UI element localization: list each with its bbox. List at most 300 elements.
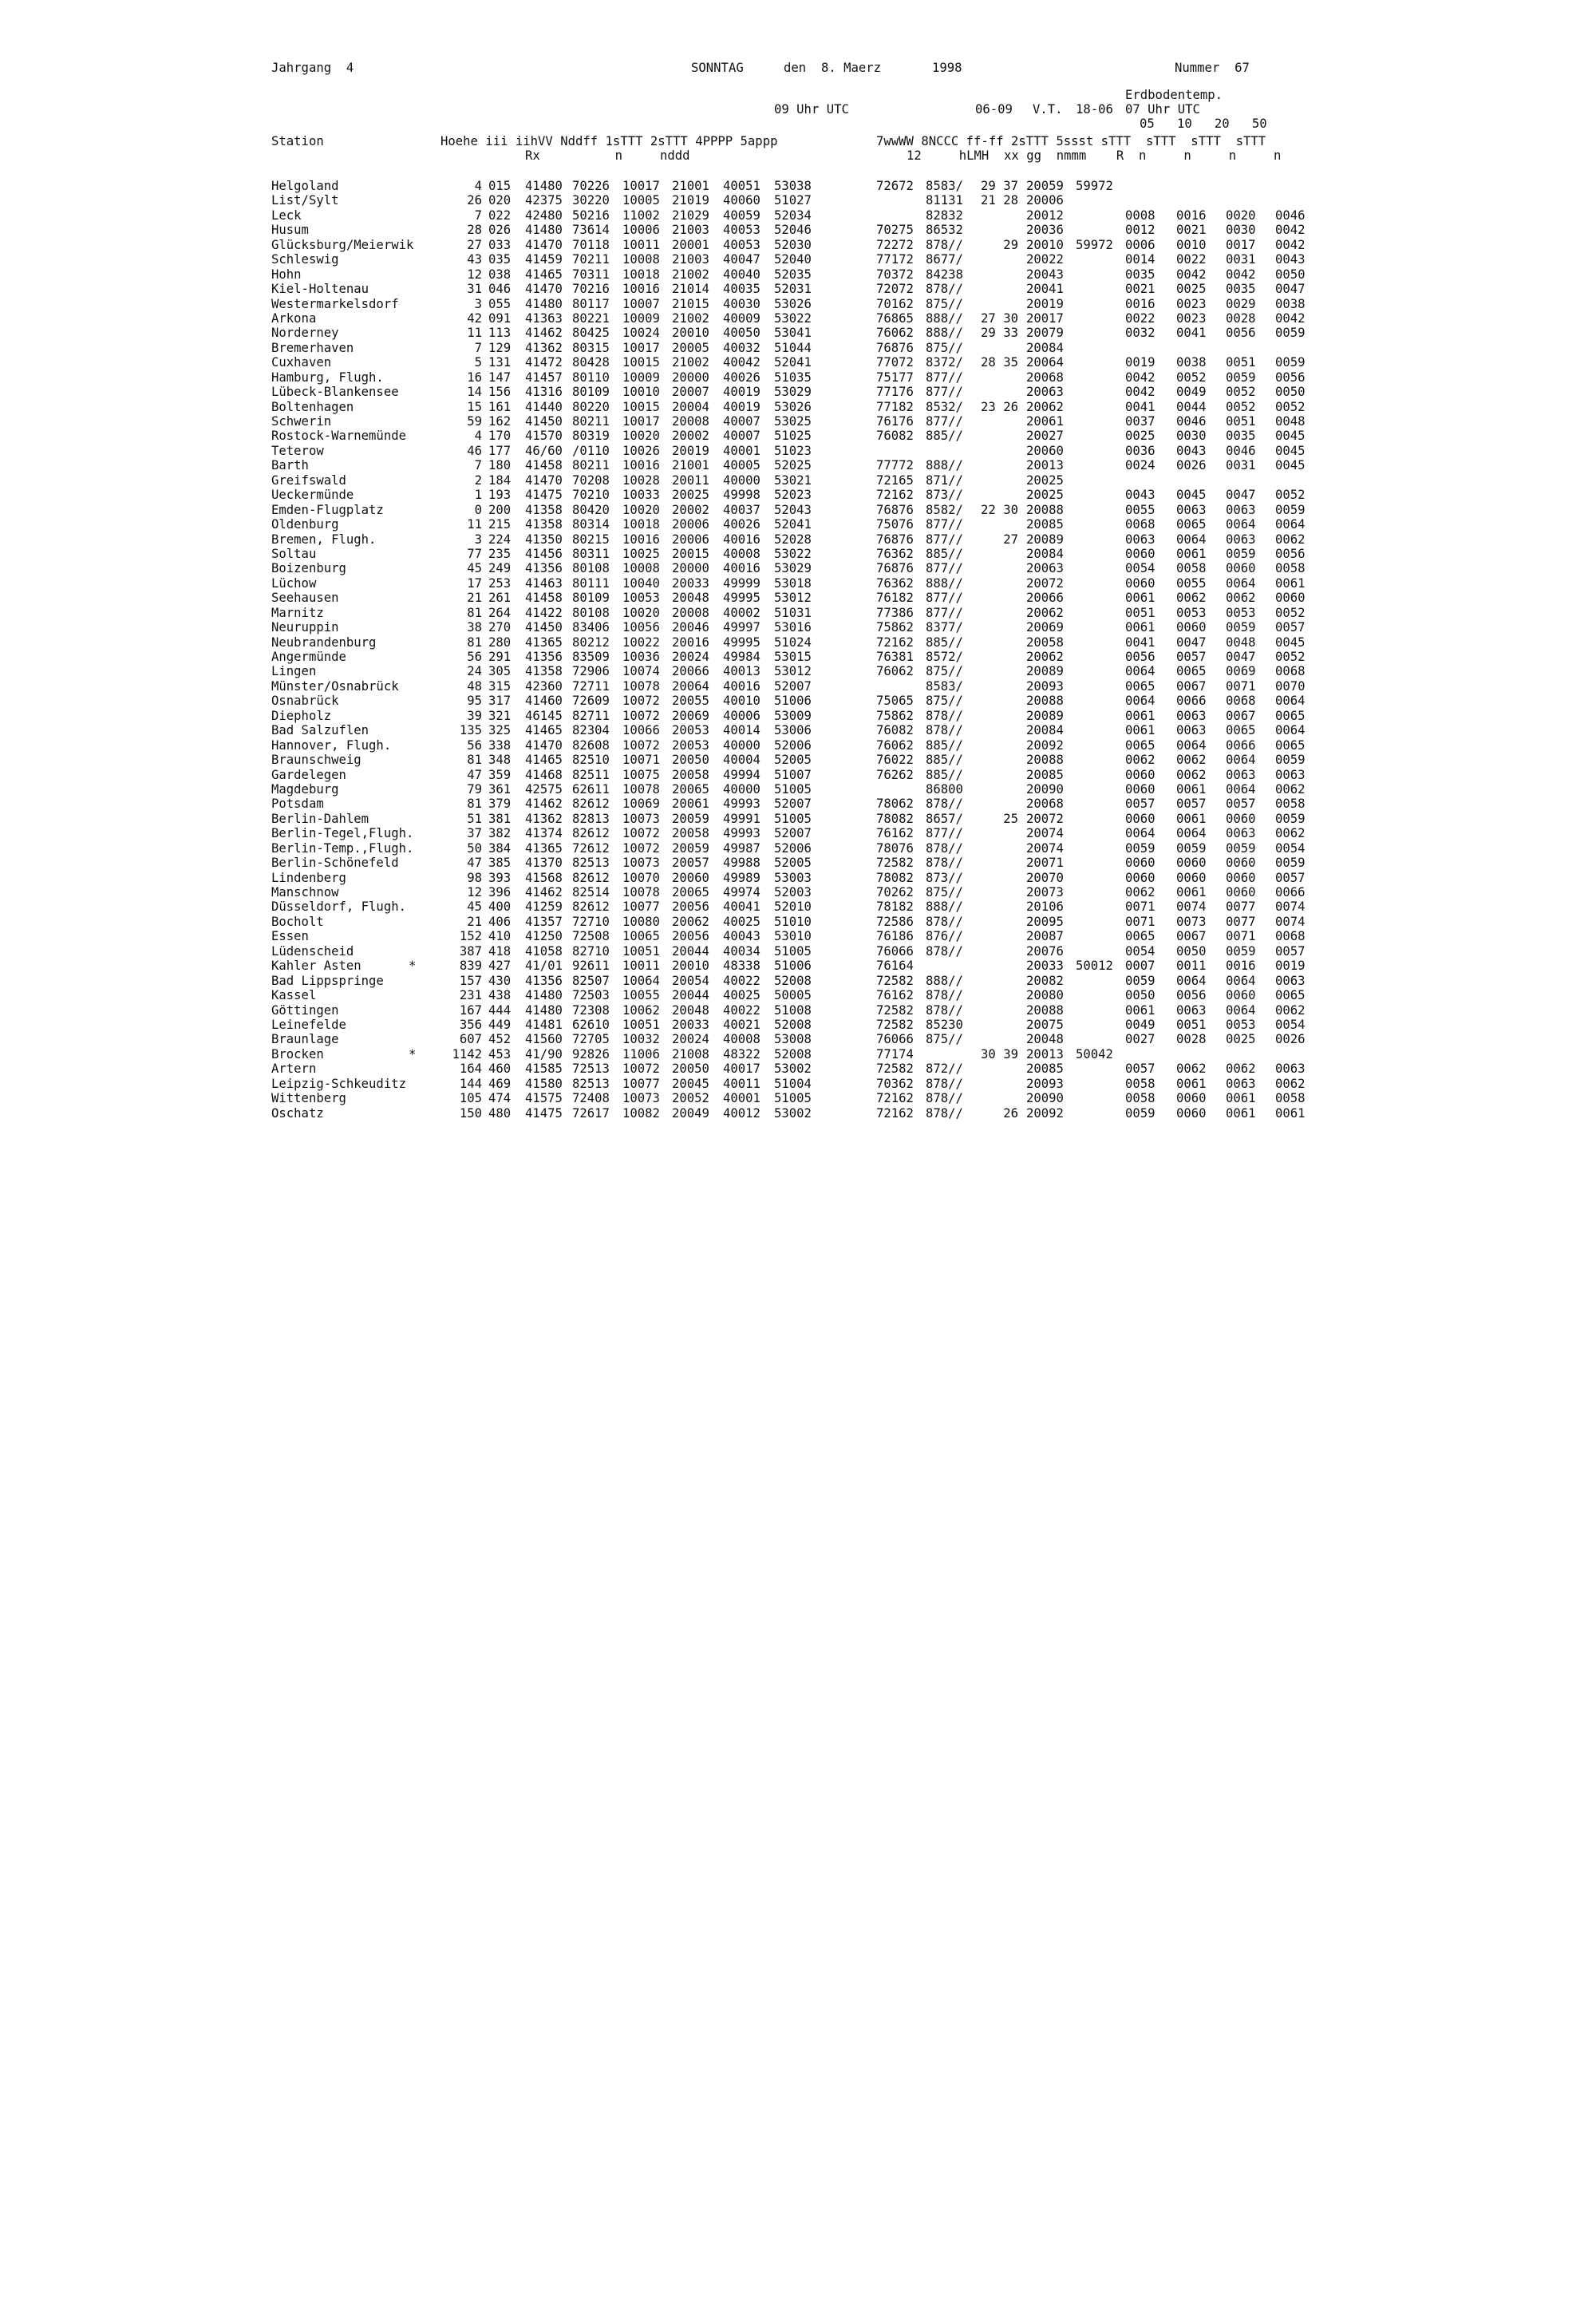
table-row <box>0 929 1596 943</box>
group-nddff: 73614 <box>572 223 610 238</box>
group-2sttt-min: 20088 <box>1026 753 1064 768</box>
soil-temp-05: 0071 <box>1125 899 1156 915</box>
soil-temp-05: 0071 <box>1125 914 1156 929</box>
group-7wwww: 76176 <box>876 414 914 429</box>
soil-temp-05: 0068 <box>1125 517 1156 532</box>
group-ihvv: 41575 <box>525 1091 563 1106</box>
station-name: Osnabrück <box>271 694 339 709</box>
group-8nccc: 888// <box>926 575 963 591</box>
soil-temp-05: 0061 <box>1125 708 1156 723</box>
table-row <box>0 297 1596 311</box>
soil-temp-05: 0006 <box>1125 237 1156 252</box>
group-8nccc: 888// <box>926 899 963 915</box>
soil-temp-05: 0060 <box>1125 870 1156 885</box>
group-8nccc: 885// <box>926 753 963 768</box>
table-row <box>0 311 1596 326</box>
group-1sttt: 10016 <box>622 532 660 547</box>
group-8nccc: 875// <box>926 885 963 899</box>
soil-temp-20: 0031 <box>1226 252 1256 267</box>
group-2sttt: 21002 <box>672 310 709 326</box>
group-8nccc: 877// <box>926 826 963 841</box>
soil-temp-20: 0053 <box>1226 605 1256 620</box>
group-2sttt-min: 20064 <box>1026 355 1064 370</box>
station-name: Lindenberg <box>271 870 346 885</box>
group-8nccc: 8532/ <box>926 399 963 414</box>
group-7wwww: 76362 <box>876 575 914 591</box>
group-4pppp: 49987 <box>723 840 760 856</box>
table-row <box>0 620 1596 635</box>
group-nddff: 72408 <box>572 1091 610 1106</box>
station-height: 59 <box>467 414 482 429</box>
station-index: 020 <box>488 193 512 208</box>
group-nddff: 82612 <box>572 797 610 812</box>
group-7wwww: 72582 <box>876 856 914 871</box>
group-7wwww: 76066 <box>876 943 914 959</box>
group-2sttt-min: 20060 <box>1026 443 1064 458</box>
station-index: 091 <box>488 310 512 326</box>
soil-temp-10: 0064 <box>1176 532 1207 547</box>
group-8nccc: 878// <box>926 914 963 929</box>
group-7wwww: 70362 <box>876 1076 914 1091</box>
station-height: 24 <box>467 664 482 679</box>
group-8nccc: 878// <box>926 1002 963 1018</box>
group-2sttt: 20019 <box>672 443 709 458</box>
station-index: 184 <box>488 472 512 488</box>
station-name: Leipzig-Schkeuditz <box>271 1076 406 1091</box>
group-8nccc: 871// <box>926 472 963 488</box>
group-nddff: 92826 <box>572 1046 610 1062</box>
group-5appp: 53003 <box>774 870 812 885</box>
group-1sttt: 10033 <box>622 488 660 503</box>
soil-temp-50: 0048 <box>1275 414 1306 429</box>
soil-temp-10: 0067 <box>1176 929 1207 944</box>
group-7wwww: 77182 <box>876 399 914 414</box>
group-5appp: 53041 <box>774 326 812 341</box>
group-8nccc: 84238 <box>926 267 963 282</box>
soil-temp-20: 0056 <box>1226 326 1256 341</box>
group-1sttt: 10055 <box>622 988 660 1003</box>
group-nddff: 80428 <box>572 355 610 370</box>
table-row <box>0 532 1596 547</box>
station-height: 21 <box>467 591 482 606</box>
group-4pppp: 49999 <box>723 575 760 591</box>
station-index: 280 <box>488 635 512 650</box>
group-2sttt: 21014 <box>672 282 709 297</box>
station-height: 37 <box>467 826 482 841</box>
soil-temp-50: 0026 <box>1275 1032 1306 1047</box>
group-1sttt: 10017 <box>622 179 660 193</box>
soil-temp-20: 0052 <box>1226 399 1256 414</box>
table-row <box>0 871 1596 885</box>
column-codes-right-2: 12 hLMH xx gg nmmm R n n n n <box>907 148 1282 163</box>
station-height: 7 <box>474 340 482 355</box>
group-2sttt: 20016 <box>672 635 709 650</box>
station-index: 361 <box>488 781 512 797</box>
soil-temp-10: 0043 <box>1176 443 1207 458</box>
station-name: Magdeburg <box>271 781 339 797</box>
group-7wwww: 76062 <box>876 664 914 679</box>
soil-temp-10: 0030 <box>1176 429 1207 444</box>
group-5appp: 53006 <box>774 723 812 738</box>
soil-temp-10: 0045 <box>1176 488 1207 503</box>
soil-temp-20: 0069 <box>1226 664 1256 679</box>
period-1806-heading: 18-06 <box>1076 102 1113 117</box>
group-2sttt-min: 20072 <box>1026 575 1064 591</box>
group-7wwww: 76162 <box>876 988 914 1003</box>
group-5appp: 52005 <box>774 856 812 871</box>
station-name: Berlin-Temp.,Flugh. <box>271 840 414 856</box>
table-row <box>0 782 1596 797</box>
group-ihvv: 41370 <box>525 856 563 871</box>
soil-temp-05: 0065 <box>1125 678 1156 694</box>
soil-temp-05: 0059 <box>1125 1105 1156 1121</box>
soil-temp-20: 0064 <box>1226 781 1256 797</box>
table-row <box>0 193 1596 208</box>
group-4pppp: 49994 <box>723 767 760 782</box>
station-index: 382 <box>488 826 512 841</box>
group-4pppp: 40009 <box>723 310 760 326</box>
group-2sttt: 20044 <box>672 988 709 1003</box>
station-name: Kiel-Holtenau <box>271 282 369 297</box>
soil-temp-50: 0056 <box>1275 546 1306 561</box>
station-index: 449 <box>488 1017 512 1032</box>
group-ihvv: 41462 <box>525 797 563 812</box>
group-1sttt: 10040 <box>622 575 660 591</box>
station-name: List/Sylt <box>271 193 339 208</box>
soil-temp-50: 0070 <box>1275 678 1306 694</box>
group-ihvv: 41362 <box>525 811 563 826</box>
group-ff-gusts: 22 30 <box>981 502 1018 517</box>
station-index: 162 <box>488 414 512 429</box>
group-nddff: /0110 <box>572 443 610 458</box>
soil-temp-10: 0026 <box>1176 458 1207 473</box>
group-4pppp: 40050 <box>723 326 760 341</box>
group-2sttt-min: 20085 <box>1026 1062 1064 1077</box>
station-height: 48 <box>467 678 482 694</box>
group-nddff: 70208 <box>572 472 610 488</box>
station-index: 249 <box>488 561 512 576</box>
group-2sttt-min: 20019 <box>1026 296 1064 311</box>
group-2sttt: 20050 <box>672 753 709 768</box>
group-8nccc: 877// <box>926 532 963 547</box>
group-5appp: 52008 <box>774 1017 812 1032</box>
group-1sttt: 10025 <box>622 546 660 561</box>
soil-temp-10: 0011 <box>1176 959 1207 974</box>
station-name: Münster/Osnabrück <box>271 678 399 694</box>
soil-temp-10: 0062 <box>1176 753 1207 768</box>
group-ihvv: 41458 <box>525 591 563 606</box>
group-2sttt-min: 20080 <box>1026 988 1064 1003</box>
group-7wwww: 72162 <box>876 488 914 503</box>
station-height: 81 <box>467 605 482 620</box>
group-2sttt: 20062 <box>672 914 709 929</box>
station-name: Lübeck-Blankensee <box>271 385 399 400</box>
group-5appp: 52034 <box>774 208 812 223</box>
group-1sttt: 10006 <box>622 223 660 238</box>
table-row <box>0 429 1596 443</box>
station-name: Boizenburg <box>271 561 346 576</box>
group-1sttt: 10071 <box>622 753 660 768</box>
group-2sttt: 20059 <box>672 811 709 826</box>
station-index: 474 <box>488 1091 512 1106</box>
group-2sttt: 20065 <box>672 781 709 797</box>
group-ihvv: 41462 <box>525 326 563 341</box>
group-ihvv: 41358 <box>525 502 563 517</box>
soil-temp-20: 0068 <box>1226 694 1256 709</box>
group-4pppp: 40016 <box>723 532 760 547</box>
group-7wwww: 75177 <box>876 370 914 385</box>
group-2sttt-min: 20084 <box>1026 546 1064 561</box>
group-4pppp: 40041 <box>723 899 760 915</box>
soil-temp-50: 0057 <box>1275 870 1306 885</box>
group-nddff: 72705 <box>572 1032 610 1047</box>
group-ff-gusts: 28 35 <box>981 355 1018 370</box>
group-1sttt: 10016 <box>622 458 660 473</box>
group-nddff: 80319 <box>572 429 610 444</box>
group-2sttt-min: 20017 <box>1026 310 1064 326</box>
station-name: Brocken <box>271 1046 324 1062</box>
group-1sttt: 10072 <box>622 826 660 841</box>
group-1sttt: 10053 <box>622 591 660 606</box>
group-ihvv: 41/90 <box>525 1046 563 1062</box>
soil-temp-50: 0045 <box>1275 429 1306 444</box>
group-2sttt: 20054 <box>672 973 709 988</box>
soil-temp-20: 0060 <box>1226 885 1256 899</box>
station-name: Emden-Flugplatz <box>271 502 384 517</box>
group-2sttt-min: 20036 <box>1026 223 1064 238</box>
group-4pppp: 40016 <box>723 678 760 694</box>
group-2sttt: 20008 <box>672 414 709 429</box>
station-index: 400 <box>488 899 512 915</box>
group-7wwww: 77172 <box>876 252 914 267</box>
soil-temp-20: 0066 <box>1226 737 1256 753</box>
group-2sttt-min: 20059 <box>1026 179 1064 193</box>
soil-temp-05: 0051 <box>1125 605 1156 620</box>
group-5appp: 52007 <box>774 826 812 841</box>
group-5appp: 53026 <box>774 399 812 414</box>
station-name: Wittenberg <box>271 1091 346 1106</box>
group-5appp: 52003 <box>774 885 812 899</box>
soil-temp-05: 0007 <box>1125 959 1156 974</box>
group-ff-gusts: 29 33 <box>981 326 1018 341</box>
soil-temp-20: 0064 <box>1226 973 1256 988</box>
group-nddff: 92611 <box>572 959 610 974</box>
group-7wwww: 77174 <box>876 1046 914 1062</box>
soil-temp-10: 0059 <box>1176 840 1207 856</box>
soil-temp-05: 0019 <box>1125 355 1156 370</box>
group-2sttt: 20049 <box>672 1105 709 1121</box>
station-height: 81 <box>467 635 482 650</box>
group-ihvv: 41568 <box>525 870 563 885</box>
group-7wwww: 75862 <box>876 708 914 723</box>
group-2sttt-min: 20079 <box>1026 326 1064 341</box>
group-8nccc: 885// <box>926 737 963 753</box>
group-ff-gusts: 27 30 <box>981 310 1018 326</box>
group-2sttt: 20002 <box>672 429 709 444</box>
group-nddff: 72906 <box>572 664 610 679</box>
group-nddff: 82710 <box>572 943 610 959</box>
group-8nccc: 82832 <box>926 208 963 223</box>
group-4pppp: 40004 <box>723 753 760 768</box>
station-name: Berlin-Dahlem <box>271 811 369 826</box>
group-5appp: 52010 <box>774 899 812 915</box>
group-8nccc: 8657/ <box>926 811 963 826</box>
soil-temp-50: 0057 <box>1275 620 1306 635</box>
soil-temp-10: 0074 <box>1176 899 1207 915</box>
soil-temp-10: 0060 <box>1176 1105 1207 1121</box>
station-name: Potsdam <box>271 797 324 812</box>
group-1sttt: 10072 <box>622 708 660 723</box>
table-row <box>0 797 1596 811</box>
group-nddff: 72513 <box>572 1062 610 1077</box>
group-7wwww: 78082 <box>876 870 914 885</box>
soil-temp-50: 0045 <box>1275 635 1306 650</box>
station-height: 0 <box>474 502 482 517</box>
group-7wwww: 72165 <box>876 472 914 488</box>
group-8nccc: 877// <box>926 385 963 400</box>
group-nddff: 72617 <box>572 1105 610 1121</box>
group-5appp: 51025 <box>774 429 812 444</box>
group-nddff: 70118 <box>572 237 610 252</box>
group-1sttt: 10018 <box>622 517 660 532</box>
soil-temp-10: 0060 <box>1176 1091 1207 1106</box>
group-ihvv: 41450 <box>525 620 563 635</box>
table-row <box>0 576 1596 591</box>
soil-temp-05: 0022 <box>1125 310 1156 326</box>
group-7wwww: 72582 <box>876 1002 914 1018</box>
group-7wwww: 72582 <box>876 1062 914 1077</box>
group-8nccc: 8572/ <box>926 650 963 664</box>
group-2sttt: 20006 <box>672 532 709 547</box>
group-4pppp: 49993 <box>723 826 760 841</box>
station-name: Hannover, Flugh. <box>271 737 392 753</box>
soil-temp-20: 0017 <box>1226 237 1256 252</box>
group-1sttt: 10024 <box>622 326 660 341</box>
soil-temp-05: 0060 <box>1125 856 1156 871</box>
soil-temp-20: 0077 <box>1226 899 1256 915</box>
group-7wwww: 75862 <box>876 620 914 635</box>
soil-temp-20: 0059 <box>1226 943 1256 959</box>
group-7wwww: 72672 <box>876 179 914 193</box>
station-height: 27 <box>467 237 482 252</box>
soil-depths-heading: 05 10 20 50 <box>1140 117 1267 131</box>
station-name: Hohn <box>271 267 302 282</box>
station-name: Artern <box>271 1062 317 1077</box>
station-name: Bremen, Flugh. <box>271 532 377 547</box>
soil-temp-50: 0059 <box>1275 502 1306 517</box>
group-2sttt: 20033 <box>672 1017 709 1032</box>
station-index: 348 <box>488 753 512 768</box>
table-row <box>0 915 1596 929</box>
soil-temp-20: 0064 <box>1226 753 1256 768</box>
group-1sttt: 10022 <box>622 635 660 650</box>
group-5appp: 53002 <box>774 1062 812 1077</box>
group-nddff: 72609 <box>572 694 610 709</box>
station-height: 47 <box>467 767 482 782</box>
group-ff-gusts: 27 <box>1003 532 1018 547</box>
group-4pppp: 40008 <box>723 1032 760 1047</box>
group-5appp: 51044 <box>774 340 812 355</box>
table-row <box>0 1091 1596 1105</box>
group-2sttt: 20044 <box>672 943 709 959</box>
group-2sttt-min: 20043 <box>1026 267 1064 282</box>
group-2sttt: 20011 <box>672 472 709 488</box>
group-nddff: 82513 <box>572 856 610 871</box>
soil-temp-20: 0062 <box>1226 1062 1256 1077</box>
table-row <box>0 1077 1596 1091</box>
group-2sttt-min: 20022 <box>1026 252 1064 267</box>
table-row <box>0 355 1596 370</box>
group-2sttt-min: 20073 <box>1026 885 1064 899</box>
group-5appp: 51005 <box>774 943 812 959</box>
soil-temp-05: 0055 <box>1125 502 1156 517</box>
soil-temp-50: 0052 <box>1275 488 1306 503</box>
group-1sttt: 10051 <box>622 943 660 959</box>
group-1sttt: 10020 <box>622 605 660 620</box>
station-height: 81 <box>467 797 482 812</box>
station-name: Braunschweig <box>271 753 361 768</box>
group-2sttt: 20060 <box>672 870 709 885</box>
station-index: 170 <box>488 429 512 444</box>
group-ihvv: 41316 <box>525 385 563 400</box>
group-7wwww: 70262 <box>876 885 914 899</box>
soil-temp-20: 0016 <box>1226 959 1256 974</box>
group-ihvv: 41357 <box>525 914 563 929</box>
station-height: 3 <box>474 296 482 311</box>
table-row <box>0 473 1596 488</box>
group-5appp: 53010 <box>774 929 812 944</box>
soil-temp-10: 0056 <box>1176 988 1207 1003</box>
station-index: 469 <box>488 1076 512 1091</box>
group-5ssst: 59972 <box>1076 179 1113 193</box>
group-ihvv: 41358 <box>525 664 563 679</box>
station-index: 444 <box>488 1002 512 1018</box>
station-name: Glücksburg/Meierwik <box>271 237 414 252</box>
group-2sttt: 21008 <box>672 1046 709 1062</box>
group-5appp: 53009 <box>774 708 812 723</box>
group-5appp: 53012 <box>774 664 812 679</box>
table-row <box>0 370 1596 385</box>
table-row <box>0 1062 1596 1076</box>
soil-temp-10: 0058 <box>1176 561 1207 576</box>
group-5appp: 53026 <box>774 296 812 311</box>
group-nddff: 70226 <box>572 179 610 193</box>
soil-temp-20: 0057 <box>1226 797 1256 812</box>
group-4pppp: 49995 <box>723 591 760 606</box>
group-7wwww: 76865 <box>876 310 914 326</box>
group-8nccc: 877// <box>926 517 963 532</box>
group-5appp: 51024 <box>774 635 812 650</box>
group-7wwww: 76162 <box>876 826 914 841</box>
station-height: 56 <box>467 650 482 664</box>
station-index: 177 <box>488 443 512 458</box>
station-name: Neubrandenburg <box>271 635 377 650</box>
station-height: 4 <box>474 179 482 193</box>
group-ihvv: 46/60 <box>525 443 563 458</box>
group-ihvv: 42575 <box>525 781 563 797</box>
group-2sttt-min: 20058 <box>1026 635 1064 650</box>
group-4pppp: 40042 <box>723 355 760 370</box>
group-4pppp: 40034 <box>723 943 760 959</box>
soil-temp-20: 0042 <box>1226 267 1256 282</box>
station-name: Barth <box>271 458 309 473</box>
group-1sttt: 10017 <box>622 340 660 355</box>
table-row <box>0 517 1596 532</box>
column-codes-left: Hoehe iii iihVV Nddff 1sTTT 2sTTT 4PPPP 5appp <box>440 134 778 148</box>
group-2sttt-min: 20063 <box>1026 385 1064 400</box>
group-5appp: 53008 <box>774 1032 812 1047</box>
group-8nccc: 877// <box>926 591 963 606</box>
